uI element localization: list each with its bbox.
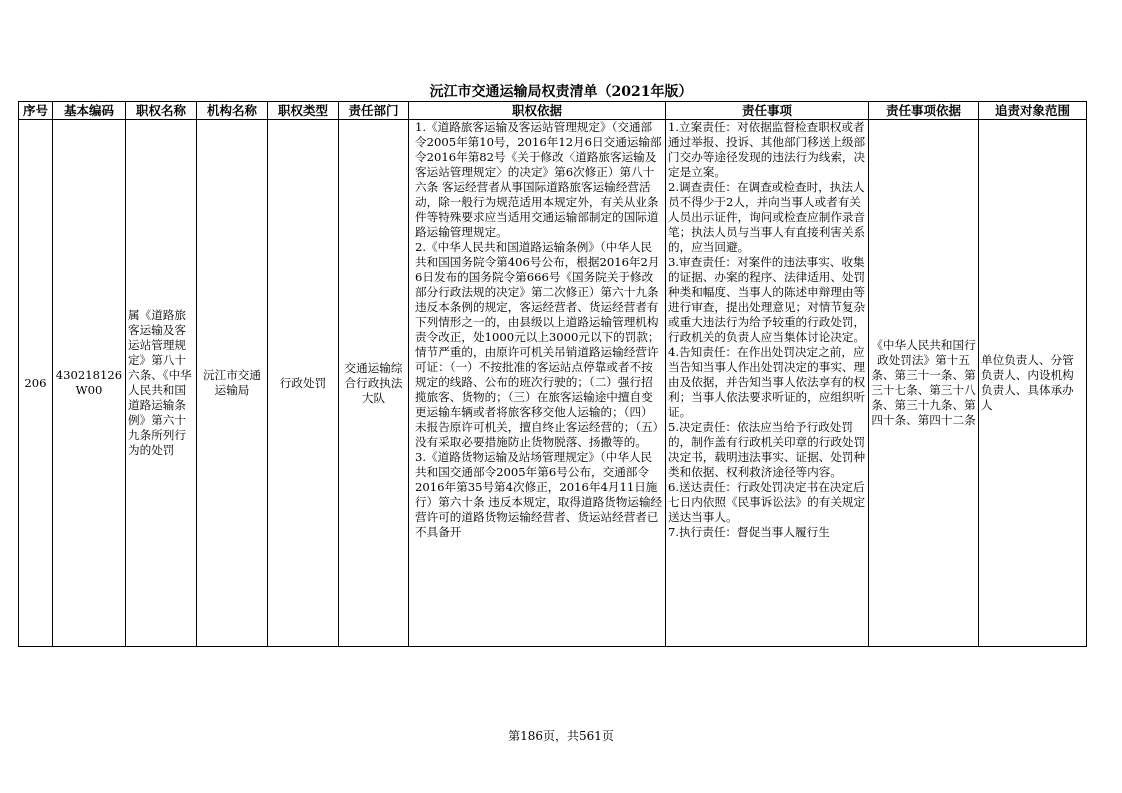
cell-duties: 1.立案责任：对依据监督检查职权或者通过举报、投诉、其他部门移送上级部门交办等途径发现的违法行为线索，决定是立案。 2.调查责任：在调查或检查时，执法人员不得少于2人，并向当事人或者有关人员出示证件，询问或检查应制作录音笔；执法人员与当事人有直接利害关系的，应当回避。 3.审查责任：对案件的违法事实、收集的证据、办案的程序、法律适用、处罚种类和幅度、当事人的陈述申辩理由等进行审查，提出处理意见；对情节复杂或重大违法行为给予较重的行政处罚，行政机关的负责人应当集体讨论决定。 4.告知责任：在作出处罚决定之前，应当告知当事人作出处罚决定的事实、理由及依据，并告知当事人依法享有的权利；当事人依法要求听证的，应组织听证。 5.决定责任：依法应当给予行政处罚的，制作盖有行政机关印章的行政处罚决定书，载明违法事实、证据、处罚种类和依据、权利救济途径等内容。 6.送达责任：行政处罚决定书在决定后七日内依照《民事诉讼法》的有关规定送达当事人。 7.执行责任：督促当事人履行生 [668,120,866,539]
header-org: 机构名称 [197,102,268,120]
cell-seq: 206 [19,120,53,647]
cell-basis: 1.《道路旅客运输及客运站管理规定》（交通部令2005年第10号，2016年12月6日交通运输部令2016年第82号《关于修改〈道路旅客运输及客运站管理规定〉的决定》第6次修正）第八十六条 客运经营者从事国际道路旅客运输经营活动，除一般行为规范适用本规定外，有关从业条件等特殊要求应当适用交通运输部制定的国际道路运输管理规定。 2.《中华人民共和国道路运输条例》（中华人民共和国国务院令第406号公布，根据2016年2月6日发布的国务院令第666号《国务院关于修改部分行政法规的决定》第二次修正）第六十九条 违反本条例的规定，客运经营者、货运经营者有下列情形之一的，由县级以上道路运输管理机构责令改正，处1000元以上3000元以下的罚款；情节严重的，由原许可机关吊销道路运输经营许可证：（一）不按批准的客运站点停靠或者不按规定的线路、公布的班次行驶的；（二）强行招揽旅客、货物的；（三）在旅客运输途中擅自变更运输车辆或者将旅客移交他人运输的；（四）未报告原许可机关，擅自终止客运经营的；（五）没有采取必要措施防止货物脱落、扬撒等的。 3.《道路货物运输及站场管理规定》（中华人民共和国交通部令2005年第6号公布，交通部令2016年第35号第4次修正，2016年4月11日施行）第六十条 违反本规定，取得道路货物运输经营许可的道路货物运输经营者、货运站经营者已不具备开 [415,120,663,539]
cell-code: 430218126W00 [53,120,126,647]
cell-duty-basis: 《中华人民共和国行政处罚法》第十五条、第三十一条、第三十七条、第三十八条、第三十九条、第四十条、第四十二条 [869,120,979,647]
header-accountability: 追责对象范围 [979,102,1087,120]
header-duties: 责任事项 [666,102,869,120]
cell-power-name: 属《道路旅客运输及客运站管理规定》第八十六条、《中华人民共和国道路运输条例》第六十九条所列行为的处罚 [126,120,197,647]
header-seq: 序号 [19,102,53,120]
cell-dept: 交通运输综合行政执法大队 [339,120,409,647]
document-title: 沅江市交通运输局权责清单（2021年版） [429,84,693,100]
cell-power-type: 行政处罚 [268,120,339,647]
cell-accountability: 单位负责人、分管负责人、内设机构负责人、具体承办人 [979,120,1087,647]
cell-org: 沅江市交通运输局 [197,120,268,647]
header-basis: 职权依据 [409,102,666,120]
header-code: 基本编码 [53,102,126,120]
table-row [19,120,1087,647]
header-power-name: 职权名称 [126,102,197,120]
responsibility-table [18,101,1087,647]
header-dept: 责任部门 [339,102,409,120]
page-number: 第186页，共561页 [508,729,614,743]
header-duty-basis: 责任事项依据 [869,102,979,120]
header-power-type: 职权类型 [268,102,339,120]
table-header-row [19,102,1087,120]
